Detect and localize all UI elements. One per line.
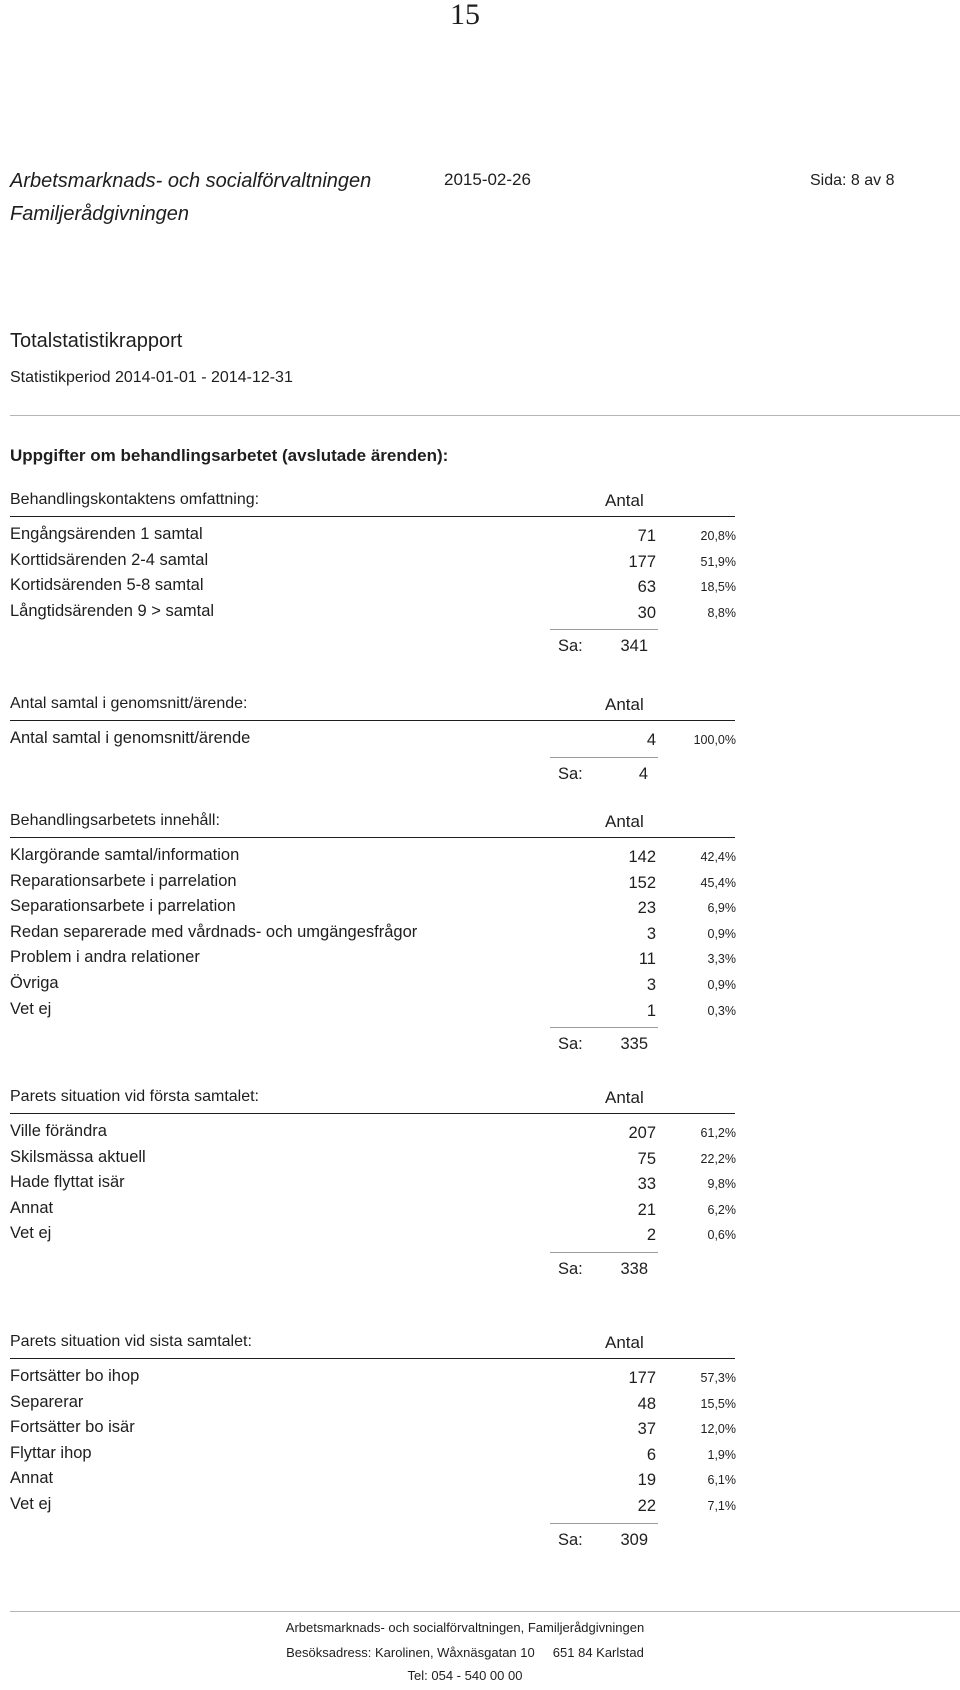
row-count: 11	[638, 950, 656, 969]
organization-name: Arbetsmarknads- och socialförvaltningen	[10, 170, 372, 192]
row-label: Vet ej	[10, 999, 52, 1018]
row-label: Reparationsarbete i parrelation	[10, 871, 237, 890]
row-percent: 42,4%	[700, 850, 736, 864]
row-count: 1	[646, 1001, 656, 1020]
report-date: 2015-02-26	[444, 170, 531, 189]
row-label: Vet ej	[10, 1495, 52, 1513]
footer-line-2: Besöksadress: Karolinen, Wåxnäsgatan 10 651 84 Karlstad	[286, 1645, 644, 1660]
row-count: 33	[637, 1175, 656, 1194]
page-info: Sida: 8 av 8	[810, 172, 895, 189]
row-count: 6	[646, 1445, 656, 1464]
sum-value: 309	[620, 1530, 648, 1549]
row-count: 22	[637, 1497, 656, 1515]
row-label: Separationsarbete i parrelation	[10, 897, 236, 916]
column-header-antal: Antal	[605, 1088, 644, 1107]
table-row	[0, 897, 960, 923]
section-title: Parets situation vid första samtalet:	[10, 1088, 259, 1105]
footer-line-3: Tel: 054 - 540 00 00	[407, 1668, 523, 1683]
sum-rule	[550, 629, 658, 630]
row-count: 23	[637, 899, 656, 918]
row-percent: 1,9%	[707, 1447, 736, 1462]
row-count: 19	[637, 1471, 656, 1490]
table-row	[0, 1199, 960, 1225]
row-percent: 20,8%	[700, 529, 736, 543]
row-count: 3	[646, 976, 656, 994]
section-header-rule	[10, 837, 735, 838]
sum-rule	[550, 1523, 658, 1524]
row-count: 177	[628, 1369, 656, 1387]
table-row	[0, 1367, 960, 1393]
row-label: Antal samtal i genomsnitt/ärende	[10, 729, 251, 747]
row-label: Långtidsärenden 9 > samtal	[10, 601, 215, 620]
row-count: 2	[646, 1226, 656, 1245]
row-label: Annat	[10, 1469, 54, 1488]
footer-line-1: Arbetsmarknads- och socialförvaltningen, Familjerådgivningen	[285, 1620, 645, 1635]
row-percent: 7,1%	[707, 1499, 736, 1513]
row-percent: 0,9%	[707, 926, 736, 941]
row-label: Redan separerade med vårdnads- och umgängesfrågor	[10, 922, 418, 941]
table-row	[0, 576, 960, 602]
sum-value: 4	[638, 764, 648, 783]
row-count: 207	[628, 1124, 656, 1142]
table-row	[0, 551, 960, 577]
table-row	[0, 1224, 960, 1250]
sum-rule	[550, 757, 658, 758]
sum-label: Sa:	[558, 1035, 583, 1054]
row-label: Engångsärenden 1 samtal	[10, 525, 203, 543]
table-row	[0, 729, 960, 755]
row-percent: 6,1%	[707, 1473, 736, 1488]
row-count: 21	[637, 1200, 656, 1219]
sum-label: Sa:	[558, 1260, 583, 1278]
section-header-rule	[10, 516, 735, 517]
report-heading: Uppgifter om behandlingsarbetet (avslutade ärenden):	[10, 446, 449, 465]
row-label: Kortidsärenden 5-8 samtal	[10, 576, 204, 595]
sum-label: Sa:	[558, 637, 583, 656]
table-row	[0, 602, 960, 628]
section-title: Behandlingskontaktens omfattning:	[10, 491, 260, 508]
row-percent: 8,8%	[707, 605, 736, 620]
row-label: Flyttar ihop	[10, 1443, 92, 1462]
table-row	[0, 923, 960, 949]
section-header-rule	[10, 1358, 735, 1359]
table-row	[0, 1173, 960, 1199]
row-count: 71	[637, 527, 656, 545]
page-number: 15	[450, 0, 480, 31]
table-row	[0, 1418, 960, 1444]
table-row	[0, 974, 960, 1000]
row-percent: 61,2%	[700, 1126, 736, 1140]
section-title: Parets situation vid sista samtalet:	[10, 1333, 252, 1350]
sum-label: Sa:	[558, 1530, 583, 1549]
table-row	[0, 872, 960, 898]
row-label: Hade flyttat isär	[10, 1173, 125, 1192]
row-count: 75	[637, 1149, 656, 1168]
column-header-antal: Antal	[605, 491, 644, 510]
sum-value: 335	[620, 1035, 648, 1054]
row-percent: 6,9%	[707, 901, 736, 916]
row-percent: 0,9%	[707, 978, 736, 992]
row-label: Separerar	[10, 1392, 84, 1411]
table-row	[0, 1393, 960, 1419]
row-count: 152	[628, 873, 656, 892]
column-header-antal: Antal	[605, 695, 644, 714]
row-count: 37	[637, 1420, 656, 1439]
row-percent: 12,0%	[700, 1422, 736, 1437]
row-percent: 51,9%	[700, 554, 736, 569]
section-title: Behandlingsarbetets innehåll:	[10, 812, 220, 829]
row-count: 3	[646, 924, 656, 943]
row-count: 48	[637, 1394, 656, 1413]
row-label: Problem i andra relationer	[10, 948, 200, 967]
row-percent: 3,3%	[707, 952, 736, 967]
column-header-antal: Antal	[605, 1333, 644, 1352]
row-percent: 0,3%	[707, 1003, 736, 1018]
row-label: Klargörande samtal/information	[10, 846, 240, 864]
table-row	[0, 948, 960, 974]
row-percent: 22,2%	[700, 1151, 736, 1166]
row-percent: 15,5%	[700, 1396, 736, 1411]
department-name: Familjerådgivningen	[10, 203, 189, 225]
row-label: Fortsätter bo isär	[10, 1418, 135, 1437]
table-row	[0, 1148, 960, 1174]
table-row	[0, 1495, 960, 1521]
row-percent: 9,8%	[707, 1177, 736, 1192]
sum-rule	[550, 1027, 658, 1028]
row-label: Ville förändra	[10, 1122, 107, 1140]
sum-label: Sa:	[558, 764, 583, 783]
table-row	[0, 1000, 960, 1026]
row-count: 4	[646, 731, 656, 749]
report-title: Totalstatistikrapport	[10, 330, 183, 352]
row-label: Skilsmässa aktuell	[10, 1147, 146, 1166]
row-count: 63	[637, 578, 656, 597]
table-row	[0, 1469, 960, 1495]
row-label: Fortsätter bo ihop	[10, 1367, 140, 1385]
row-label: Korttidsärenden 2-4 samtal	[10, 550, 209, 569]
row-label: Vet ej	[10, 1224, 52, 1243]
row-count: 142	[628, 848, 656, 866]
table-row	[0, 1122, 960, 1148]
section-header-rule	[10, 720, 735, 721]
row-label: Annat	[10, 1198, 54, 1217]
section-title: Antal samtal i genomsnitt/ärende:	[10, 695, 248, 712]
table-row	[0, 1444, 960, 1470]
section-header-rule	[10, 1113, 735, 1114]
row-percent: 45,4%	[700, 875, 736, 890]
sum-value: 338	[620, 1260, 648, 1278]
top-divider	[10, 415, 960, 416]
sum-value: 341	[620, 637, 648, 656]
sum-rule	[550, 1252, 658, 1253]
statistics-period: Statistikperiod 2014-01-01 - 2014-12-31	[10, 369, 293, 386]
row-count: 177	[628, 552, 656, 571]
row-percent: 18,5%	[700, 580, 736, 595]
row-percent: 57,3%	[700, 1371, 736, 1385]
row-label: Övriga	[10, 974, 59, 992]
footer-divider	[10, 1611, 960, 1612]
table-row	[0, 846, 960, 872]
row-count: 30	[637, 603, 656, 622]
row-percent: 6,2%	[707, 1202, 736, 1217]
row-percent: 100,0%	[693, 733, 736, 747]
column-header-antal: Antal	[605, 812, 644, 831]
table-row	[0, 525, 960, 551]
row-percent: 0,6%	[707, 1228, 736, 1243]
